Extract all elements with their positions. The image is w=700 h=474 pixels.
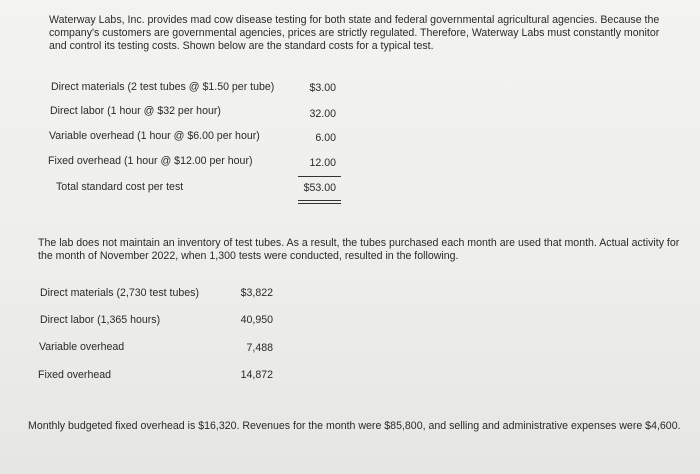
standard-cost-value: 6.00 <box>315 132 336 144</box>
intro-paragraph: Waterway Labs, Inc. provides mad cow disease testing for both state and federal governmental agricultural agencies. Because the company's customers are governmental agencies, prices are strictly regulated. Therefore, Waterway Labs must constantly monitor and control its testing costs. Shown below are the standard costs for a typical test. <box>49 14 660 52</box>
actual-cost-label: Variable overhead <box>39 341 125 353</box>
budget-paragraph: Monthly budgeted fixed overhead is $16,320. Revenues for the month were $85,800, and selling and administrative expenses were $4,600. <box>28 420 681 432</box>
standard-cost-value: 32.00 <box>309 108 336 120</box>
subtotal-rule <box>298 176 341 177</box>
standard-cost-label: Fixed overhead (1 hour @ $12.00 per hour) <box>48 155 253 167</box>
actual-cost-value: 7,488 <box>246 342 273 354</box>
standard-cost-label: Variable overhead (1 hour @ $6.00 per hour) <box>49 130 260 142</box>
total-standard-cost-value: $53.00 <box>303 182 336 194</box>
standard-cost-label: Direct labor (1 hour @ $32 per hour) <box>50 105 221 117</box>
standard-cost-value: 12.00 <box>309 157 336 169</box>
actual-cost-label: Fixed overhead <box>38 369 112 381</box>
actual-cost-value: 14,872 <box>240 369 273 381</box>
total-standard-cost-label: Total standard cost per test <box>56 181 184 193</box>
actual-cost-label: Direct materials (2,730 test tubes) <box>40 287 199 299</box>
actual-cost-value: $3,822 <box>240 287 273 299</box>
total-double-rule <box>298 200 341 201</box>
actual-activity-paragraph: The lab does not maintain an inventory of test tubes. As a result, the tubes purchased each month are used that month. Actual activity for the month of November 2022, when 1,300 tests were conducted, resulted in the following. <box>38 237 680 262</box>
standard-cost-label: Direct materials (2 test tubes @ $1.50 per tube) <box>51 81 275 93</box>
total-double-rule <box>298 203 341 204</box>
actual-cost-value: 40,950 <box>240 314 273 326</box>
standard-cost-value: $3.00 <box>309 82 336 94</box>
actual-cost-label: Direct labor (1,365 hours) <box>40 314 161 326</box>
